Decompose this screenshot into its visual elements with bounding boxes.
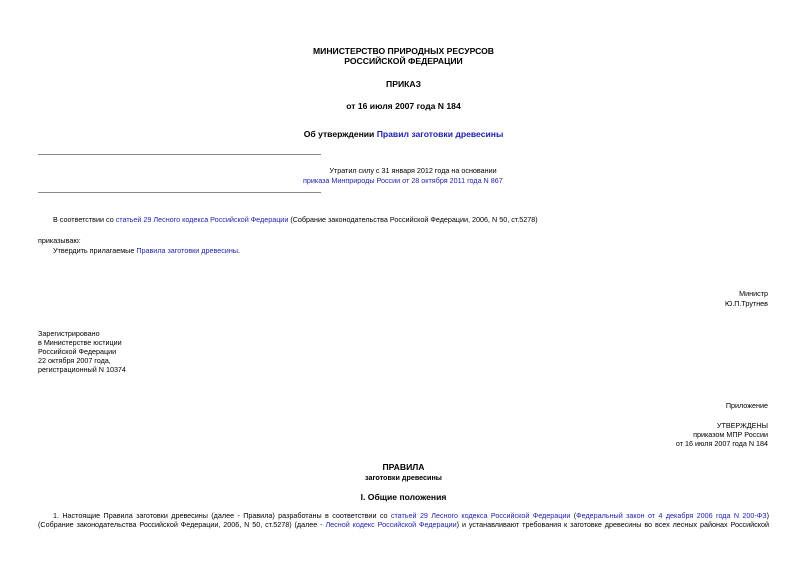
p1-text-c: ) (Собрание законодательства Российской Федерации, 2006, N 50, ст.5278) (далее - (38, 511, 770, 529)
doc-date: от 16 июля 2007 года N 184 (346, 101, 461, 111)
registration-line: Российской Федерации (38, 347, 117, 356)
status-line1: Утратил силу с 31 января 2012 года на основании (329, 166, 497, 175)
p1-text-a: 1. Настоящие Правила заготовки древесины (далее - Правила) разработаны в соответствии со (53, 511, 391, 520)
ministry-line2: РОССИЙСКОЙ ФЕДЕРАЦИИ (344, 56, 463, 66)
repeal-order-link[interactable]: приказа Минприроды России от 28 октября 2011 года N 867 (303, 176, 503, 185)
preamble (53, 215, 538, 224)
paragraph-1 (38, 511, 769, 529)
p1-text-d: ) и устанавливают требования к заготовке древесины во всех лесных районах Российской (456, 520, 770, 529)
registration-line: в Министерстве юстиции (38, 338, 122, 347)
registration-line: 22 октября 2007 года, (38, 356, 111, 365)
divider-top (38, 154, 321, 155)
forest-code-article-link[interactable]: статьей 29 Лесного кодекса Российской Федерации (115, 215, 289, 224)
doc-title (0, 129, 807, 139)
federal-law-link[interactable]: Федеральный закон от 4 декабря 2006 года N 200-ФЗ (576, 511, 767, 520)
rules-subtitle: заготовки древесины (365, 473, 442, 482)
appendix-label: Приложение (725, 401, 768, 410)
registration-block (38, 329, 126, 374)
preamble-prefix: В соответствии со (53, 215, 116, 224)
rules-link-approve[interactable]: Правила заготовки древесины (136, 246, 238, 255)
signature-position: Министр (739, 289, 768, 298)
ministry-line1: МИНИСТЕРСТВО ПРИРОДНЫХ РЕСУРСОВ (313, 46, 494, 56)
p1-text-b: ( (570, 511, 577, 520)
approved-line: УТВЕРЖДЕНЫ (716, 421, 768, 430)
approved-line: приказом МПР России (693, 430, 768, 439)
divider-bottom (38, 192, 321, 193)
signature-name: Ю.П.Трутнев (725, 299, 768, 308)
rules-link-title[interactable]: Правил заготовки древесины (376, 129, 504, 139)
order-word: приказываю: (38, 236, 81, 245)
forest-code-link[interactable]: Лесной кодекс Российской Федерации (325, 520, 457, 529)
rules-title: ПРАВИЛА (382, 462, 425, 472)
doc-title-prefix: Об утверждении (303, 129, 377, 139)
approve-suffix: . (237, 246, 240, 255)
doc-type: ПРИКАЗ (386, 79, 421, 89)
approved-block (676, 421, 768, 448)
registration-line: регистрационный N 10374 (38, 365, 126, 374)
preamble-suffix: (Собрание законодательства Российской Федерации, 2006, N 50, ст.5278) (288, 215, 538, 224)
section-heading: I. Общие положения (360, 492, 447, 502)
approve-prefix: Утвердить прилагаемые (53, 246, 137, 255)
registration-line: Зарегистрировано (38, 329, 100, 338)
forest-code-article-link-2[interactable]: статьей 29 Лесного кодекса Российской Федерации (390, 511, 571, 520)
approve-line (53, 246, 240, 255)
approved-line: от 16 июля 2007 года N 184 (675, 439, 768, 448)
